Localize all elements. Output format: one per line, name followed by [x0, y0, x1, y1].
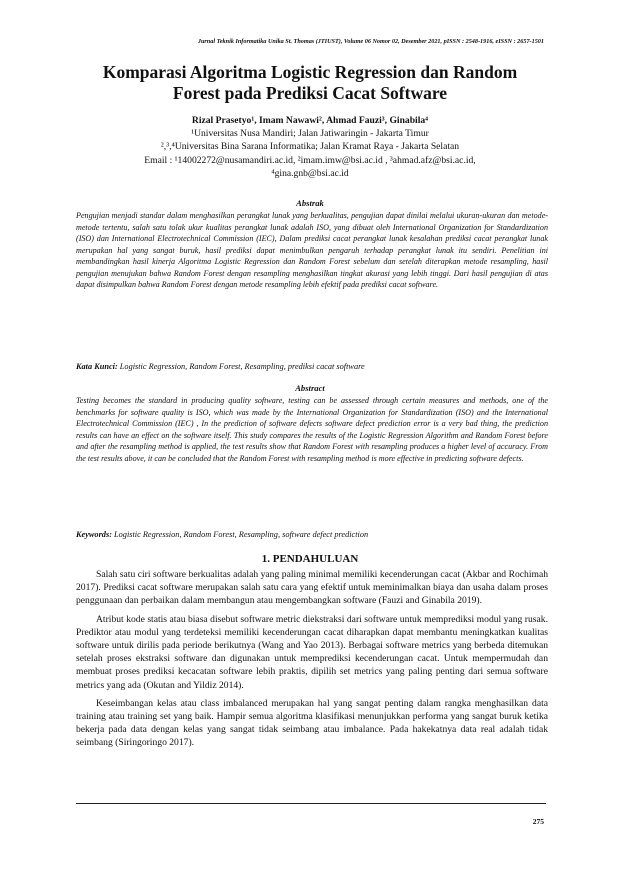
- footer-rule: [76, 803, 546, 804]
- email-line-2: ⁴gina.gnb@bsi.ac.id: [271, 167, 349, 179]
- abstrak-text: Pengujian menjadi standar dalam menghasilkan perangkat lunak yang berkualitas, pengujian dapat dinilai melalui ukuran-ukuran dan metode-metode tertentu, salah satu tolak ukur kualitas perangkat lunak adalah ISO, yang dibuat oleh International Organization for Standardization (ISO) dan International Electrotechnical Commission (IEC), Dalam prediksi cacat perangkat lunak kesalahan prediksi cacat perangkat lunak merupakan hal yang sangat buruk, hasil prediksi dapat menimbulkan pengaruh terhadap perangkat lunak itu sendiri. Penelitian ini membandingkan hasil kinerja Algoritma Logistic Regression dan Random Forest sebelum dan setelah diterapkan metode resampling, hasil pengujian menujukan bahwa Random Forest dengan resampling menghasilkan tingkat akurasi yang lebih tinggi. Dari hasil pengujian di atas dapat disimpulkan bahwa Random Forest dengan metode resampling lebih efektif pada prediksi cacat software.: [76, 211, 548, 289]
- title-line-1: Komparasi Algoritma Logistic Regression dan Random: [102, 62, 518, 82]
- title-line-2: Forest pada Prediksi Cacat Software: [172, 83, 448, 103]
- affiliation-2: ²,³,⁴Universitas Bina Sarana Informatika; Jalan Kramat Raya - Jakarta Selatan: [160, 141, 460, 153]
- abstract-heading: Abstract: [295, 383, 325, 393]
- abstract-text: Testing becomes the standard in producing quality software, testing can be assessed through certain measures and methods, one of the benchmarks for software quality is ISO, which was made by the International Organization for Standardization (ISO) and the International Electrotechnical Commission (IEC) , In the prediction of software defects software defect prediction error is a very bad thing, the prediction results can have an effect on the software itself. This study compares the results of the Logistic Regression Algorithm and Random Forest before and after the resampling method is applied, the test results show that Random Forest with resampling produces a higher level of accuracy. From the test results above, it can be concluded that the Random Forest with resampling method is more effective in predicting software defects.: [76, 396, 548, 463]
- paragraph-1: Salah satu ciri software berkualitas adalah yang paling minimal memiliki kecenderungan cacat (Akbar and Rochimah 2017). Prediksi cacat software merupakan salah satu cara yang efektif untuk meminimalkan biaya dan usaha dalam proses penggunaan dan perbaikan dalam membangun atau mengembangkan software (Fauzi and Ginabila 2019).: [76, 569, 548, 607]
- keywords-text: Logistic Regression, Random Forest, Resampling, software defect prediction: [111, 530, 369, 539]
- section-body: [76, 568, 548, 755]
- section-heading: 1. PENDAHULUAN: [261, 553, 359, 565]
- paragraph-2: Atribut kode statis atau biasa disebut software metric diekstraksi dari software untuk memprediksi modul yang rusak. Prediktor atau modul yang terdeteksi memiliki kecenderungan cacat diharapkan dapat membantu meningkatkan kualitas software untuk dirilis pada periode berikutnya (Wang and Yao 2013). Berbagai software metrics yang berbeda ditemukan setelah proses ekstraksi software dan digunakan untuk memprediksi kecenderungan cacat. Untuk mempermudah dan membuat proses prediksi kecacatan software lebih praktis, dipilih set metrics yang paling penting dari semua software metrics yang ada (Okutan and Yildiz 2014).: [76, 613, 548, 691]
- paper-title: [60, 62, 560, 104]
- email-line-1: Email : ¹14002272@nusamandiri.ac.id, ²imam.imw@bsi.ac.id , ³ahmad.afz@bsi.ac.id,: [144, 154, 476, 166]
- affiliation-1: ¹Universitas Nusa Mandiri; Jalan Jatiwaringin - Jakarta Timur: [191, 128, 429, 140]
- kata-kunci-text: Logistic Regression, Random Forest, Resampling, prediksi cacat software: [117, 362, 365, 371]
- kata-kunci: [76, 362, 548, 371]
- author-names: Rizal Prasetyo¹, Imam Nawawi², Ahmad Fauzi³, Ginabila⁴: [191, 115, 429, 126]
- keywords: [76, 530, 548, 539]
- page-number: 275: [532, 817, 544, 826]
- abstrak-heading: Abstrak: [296, 198, 324, 208]
- author-block: [60, 114, 560, 180]
- journal-header: Jurnal Teknik Informatika Unika St. Thomas (JTIUST), Volume 06 Nomor 02, Desember 2021, pISSN : 2548-1916, eISSN : 2657-1501: [197, 38, 544, 45]
- keywords-label: Keywords:: [76, 530, 112, 539]
- paragraph-3: Keseimbangan kelas atau class imbalanced merupakan hal yang sangat penting dalam rangka menghasilkan data training atau training set yang baik. Hampir semua algoritma klasifikasi menunjukkan performa yang sangat buruk ketika bekerja pada data dengan kelas yang sangat tidak seimbang atau imbalance. Pada hakekatnya data real adalah tidak seimbang (Siringoringo 2017).: [76, 697, 548, 749]
- kata-kunci-label: Kata Kunci:: [76, 362, 118, 371]
